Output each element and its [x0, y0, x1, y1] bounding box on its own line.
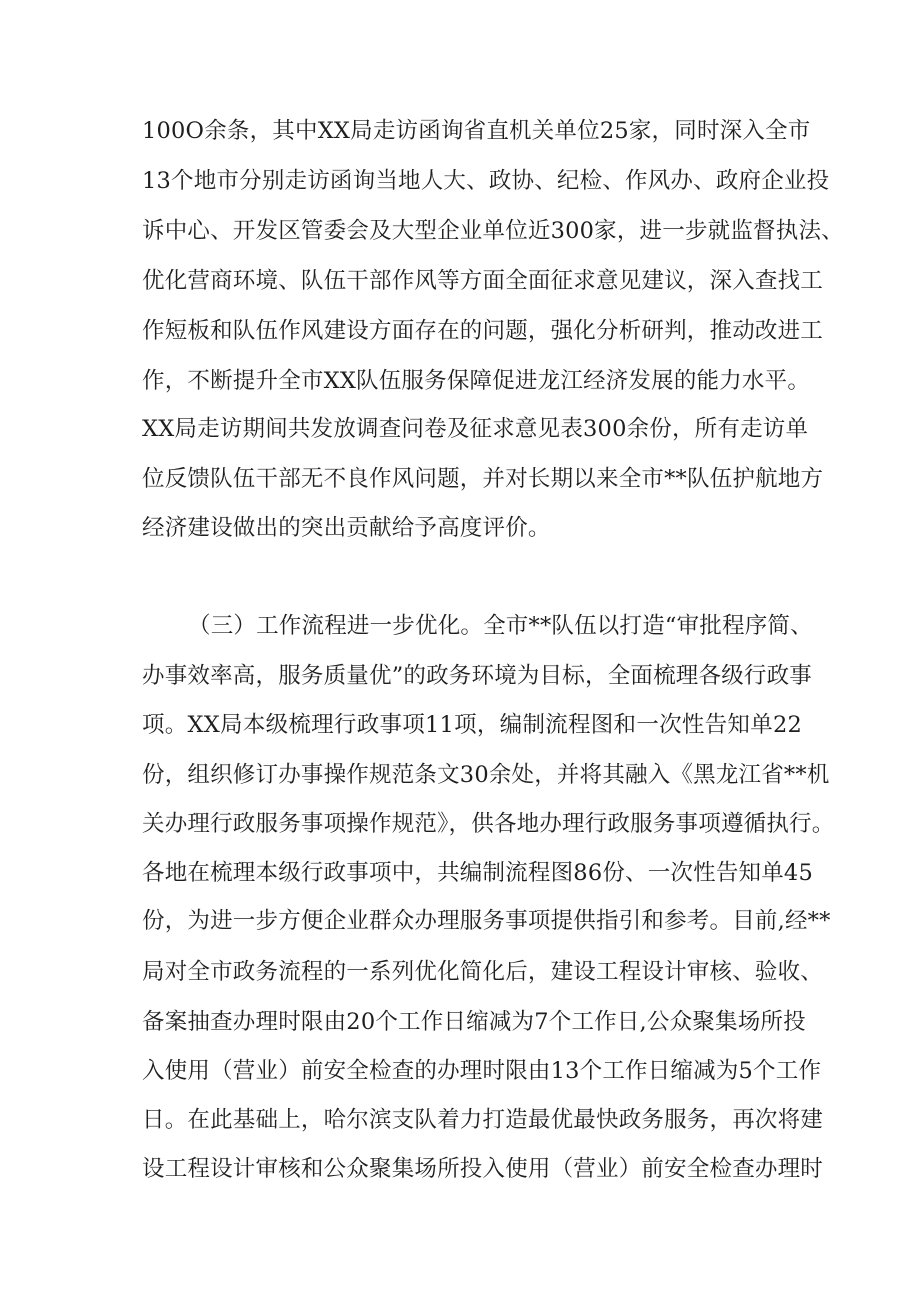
paragraph-1-line-7: XX局走访期间共发放调查问卷及征求意见表300余份，所有走访单 — [142, 416, 809, 442]
paragraph-2-line-10: 入使用（营业）前安全检查的办理时限由13个工作日缩减为5个工作 — [142, 1058, 822, 1084]
paragraph-1-line-2: 13个地市分别走访函询当地人大、政协、纪检、作风办、政府企业投 — [142, 168, 830, 194]
paragraph-1-line-1: 100O余条，其中XX局走访函询省直机关单位25家，同时深入全市 — [142, 118, 811, 144]
paragraph-2-line-4: 份，组织修订办事操作规范条文30余处，并将其融入《黑龙江省**机 — [142, 762, 830, 788]
paragraph-1-line-8: 位反馈队伍干部无不良作风问题，并对长期以来全市**队伍护航地方 — [142, 466, 824, 492]
paragraph-2-line-8: 局对全市政务流程的一系列优化简化后，建设工程设计审核、验收、 — [142, 959, 824, 985]
paragraph-1-line-9: 经济建设做出的突出贡献给予高度评价。 — [142, 515, 551, 541]
paragraph-2-line-3: 项。XX局本级梳理行政事项11项，编制流程图和一次性告知单22 — [142, 712, 802, 738]
paragraph-2-line-12: 设工程设计审核和公众聚集场所投入使用（营业）前安全检查办理时 — [142, 1156, 824, 1182]
paragraph-2-line-11: 日。在此基础上，哈尔滨支队着力打造最优最快政务服务，再次将建 — [142, 1107, 824, 1133]
paragraph-2-line-2: 办事效率高，服务质量优”的政务环境为目标，全面梳理各级行政事 — [142, 663, 813, 689]
paragraph-2-line-1: （三）工作流程进一步优化。全市**队伍以打造“审批程序简、 — [188, 613, 813, 639]
paragraph-1-line-5: 作短板和队伍作风建设方面存在的问题，强化分析研判，推动改进工 — [142, 318, 824, 344]
paragraph-2-line-9: 备案抽查办理时限由20个工作日缩减为7个工作日,公众聚集场所投 — [142, 1009, 806, 1035]
paragraph-1-line-4: 优化营商环境、队伍干部作风等方面全面征求意见建议，深入查找工 — [142, 268, 824, 294]
paragraph-2-line-5: 关办理行政服务事项操作规范》，供各地办理行政服务事项遵循执行。 — [142, 811, 835, 837]
paragraph-2-line-7: 份，为进一步方便企业群众办理服务事项提供指引和参考。目前,经** — [142, 908, 831, 934]
paragraph-2-line-6: 各地在梳理本级行政事项中，共编制流程图86份、一次性告知单45 — [142, 860, 813, 886]
paragraph-1-line-6: 作，不断提升全市XX队伍服务保障促进龙江经济发展的能力水平。 — [142, 368, 811, 394]
paragraph-1-line-3: 诉中心、开发区管委会及大型企业单位近300家，进一步就监督执法、 — [142, 218, 844, 244]
